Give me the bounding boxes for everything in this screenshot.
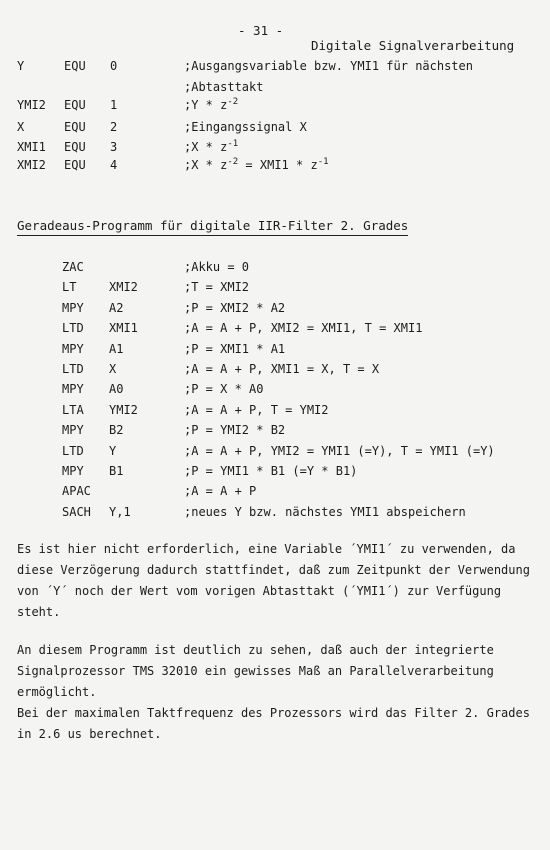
text-line: Bei der maximalen Taktfrequenz des Prozessors wird das Filter 2. Grades — [17, 706, 530, 720]
equ-comment — [184, 59, 473, 73]
opcode: SACH — [62, 504, 91, 519]
program-comment: ;P = XMI2 * A2 — [184, 300, 286, 315]
opcode: ZAC — [62, 260, 84, 274]
exponent: -1 — [227, 139, 239, 149]
operand: B1 — [109, 464, 124, 478]
opcode: APAC — [62, 484, 91, 499]
program-comment: ;T = XMI2 — [184, 280, 250, 295]
exponent: -1 — [317, 157, 329, 167]
equ-label: YMI2 — [17, 98, 46, 112]
program-comment: ;A = A + P, T = YMI2 — [184, 402, 329, 417]
program-comment: ;P = YMI1 * B1 (=Y * B1) — [184, 464, 358, 478]
equ-value: 4 — [110, 158, 118, 172]
opcode: LT — [62, 280, 77, 295]
equ-label: X — [17, 120, 25, 134]
opcode: MPY — [62, 464, 84, 478]
equ-value: 0 — [110, 59, 118, 73]
operand: Y — [109, 443, 117, 458]
opcode: MPY — [62, 382, 84, 397]
exponent: -2 — [227, 97, 239, 107]
operand: A0 — [109, 382, 124, 397]
equ-op: EQU — [64, 140, 86, 154]
program-comment: ;P = X * A0 — [184, 382, 264, 397]
comment-text: ;Abtasttakt — [184, 80, 264, 94]
program-comment: ;A = A + P, YMI2 = YMI1 (=Y), T = YMI1 (=Y) — [184, 443, 495, 458]
equ-comment — [184, 140, 238, 154]
opcode: LTD — [62, 321, 84, 336]
equ-label: Y — [17, 59, 25, 73]
equ-value: 3 — [110, 140, 118, 154]
equ-value: 1 — [110, 98, 118, 112]
program-comment: ;A = A + P — [184, 484, 257, 499]
equ-op: EQU — [64, 98, 86, 112]
opcode: LTD — [62, 362, 84, 376]
text-line: diese Verzögerung dadurch stattfindet, daß zum Zeitpunkt der Verwendung — [17, 563, 530, 577]
program-comment: ;P = YMI2 * B2 — [184, 423, 286, 438]
paragraph-explanation — [17, 539, 530, 623]
comment-text: ;X * z — [184, 158, 228, 172]
equ-value: 2 — [110, 120, 118, 134]
program-comment: ;A = A + P, XMI2 = XMI1, T = XMI1 — [184, 321, 423, 336]
comment-text: ;Ausgangsvariable bzw. YMI1 für nächsten — [184, 59, 473, 73]
comment-text: ;X * z — [184, 140, 228, 154]
operand: YMI2 — [109, 402, 138, 417]
equ-op: EQU — [64, 59, 86, 73]
program-comment: ;P = XMI1 * A1 — [184, 341, 286, 356]
equ-comment — [184, 120, 307, 134]
program-comment: ;neues Y bzw. nächstes YMI1 abspeichern — [184, 504, 466, 519]
equ-op: EQU — [64, 120, 86, 134]
operand: B2 — [109, 423, 124, 438]
text-line: An diesem Programm ist deutlich zu sehen, daß auch der integrierte — [17, 643, 494, 657]
equ-label: XMI1 — [17, 140, 46, 154]
equ-comment — [184, 158, 329, 172]
text-line: Signalprozessor TMS 32010 ein gewisses Maß an Parallelverarbeitung — [17, 664, 494, 678]
equ-comment — [184, 80, 263, 94]
page-number: - 31 - — [238, 23, 284, 38]
opcode: MPY — [62, 423, 84, 438]
operand: X — [109, 362, 117, 376]
exponent: -2 — [227, 157, 239, 167]
equ-comment — [184, 98, 238, 112]
operand: Y,1 — [109, 504, 131, 519]
text-line: Es ist hier nicht erforderlich, eine Variable ´YMI1´ zu verwenden, da — [17, 542, 516, 556]
equ-label: XMI2 — [17, 158, 46, 172]
header-title: Digitale Signalverarbeitung — [311, 38, 515, 53]
program-comment: ;A = A + P, XMI1 = X, T = X — [184, 362, 380, 376]
opcode: LTD — [62, 443, 84, 458]
operand: XMI2 — [109, 280, 138, 295]
program-comment: ;Akku = 0 — [184, 260, 250, 274]
equ-op: EQU — [64, 158, 86, 172]
operand: XMI1 — [109, 321, 138, 336]
opcode: LTA — [62, 402, 84, 417]
text-line: von ´Y´ noch der Wert vom vorigen Abtasttakt (´YMI1´) zur Verfügung — [17, 584, 502, 598]
section-heading: Geradeaus-Programm für digitale IIR-Filter 2. Grades — [17, 218, 408, 236]
text-line: in 2.6 us berechnet. — [17, 727, 162, 741]
operand: A1 — [109, 341, 124, 356]
operand: A2 — [109, 300, 124, 315]
opcode: MPY — [62, 341, 84, 356]
comment-text: ;Y * z — [184, 98, 228, 112]
opcode: MPY — [62, 300, 84, 315]
comment-text: ;Eingangssignal X — [184, 120, 307, 134]
paragraph-conclusion — [17, 640, 530, 745]
text-line: ermöglicht. — [17, 685, 97, 699]
text-line: steht. — [17, 605, 61, 619]
comment-text: = XMI1 * z — [238, 158, 318, 172]
